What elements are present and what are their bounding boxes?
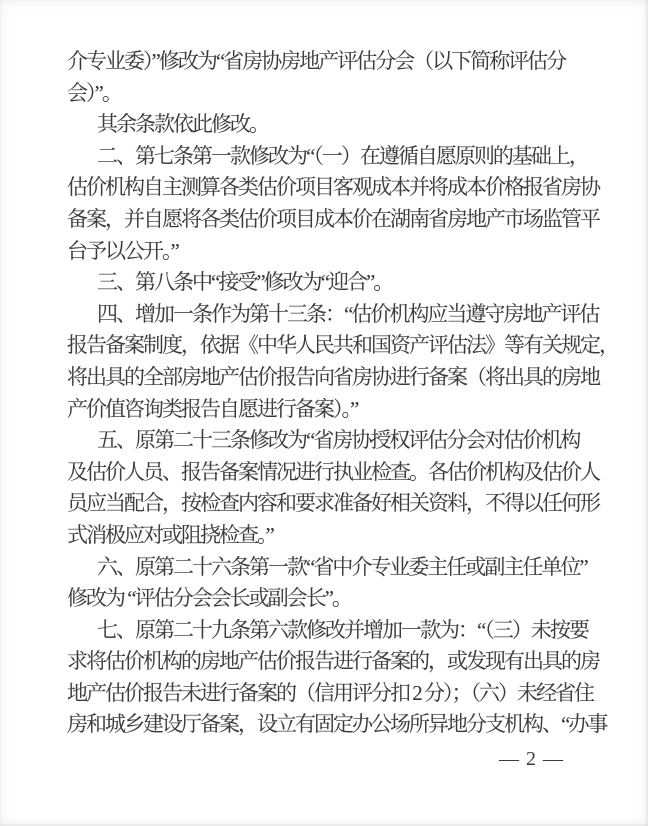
doc-line: 求将估价机构的房地产估价报告进行备案的，或发现有出具的房	[67, 649, 599, 674]
doc-line: 员应当配合，按检查内容和要求准备好相关资料，不得以任何形	[67, 491, 599, 516]
doc-line: 及估价人员、报告备案情况进行执业检查。各估价机构及估价人	[67, 459, 599, 484]
doc-line: 会）”。	[67, 80, 121, 105]
doc-line: 台予以公开。”	[67, 238, 178, 263]
doc-line: 四、增加一条作为第十三条：“估价机构应当遵守房地产评估	[97, 301, 599, 326]
doc-line: 五、原第二十三条修改为“省房协授权评估分会对估价机构	[97, 428, 580, 453]
document-text-block	[67, 46, 618, 741]
doc-line: 六、原第二十六条第一款“省中介专业委主任或副主任单位”	[97, 554, 587, 579]
doc-line: 修改为 “评估分会会长或副会长”。	[67, 586, 351, 611]
doc-line: 估价机构自主测算各类估价项目客观成本并将成本价格报省房协	[67, 175, 599, 200]
doc-line: 地产估价报告未进行备案的（信用评分扣 2 分）；（六）未经省住	[67, 680, 593, 705]
doc-line: 介专业委）”修改为“省房协房地产评估分会（以下简称评估分	[67, 49, 566, 73]
doc-line: 式消极应对或阻挠检查。”	[67, 522, 273, 547]
doc-line: 七、原第二十九条第六款修改并增加一款为：“（三）未按要	[97, 617, 588, 642]
doc-line: 将出具的全部房地产估价报告向省房协进行备案（将出具的房地	[67, 364, 599, 389]
doc-line: 报告备案制度，依据《中华人民共和国资产评估法》等有关规定，	[67, 333, 618, 358]
doc-line: 房和城乡建设厅备案，设立有固定办公场所异地分支机构、“办事	[67, 712, 607, 737]
page-number: — 2 —	[499, 748, 564, 770]
doc-line: 三、第八条中“接受”修改为“迎合”。	[97, 270, 393, 295]
doc-line: 备案，并自愿将各类估价项目成本价在湖南省房地产市场监管平	[67, 206, 599, 231]
doc-line: 其余条款依此修改。	[97, 112, 268, 137]
doc-line: 二、第七条第一款修改为“（一）在遵循自愿原则的基础上，	[97, 143, 588, 168]
doc-line: 产价值咨询类报告自愿进行备案）。”	[67, 396, 358, 421]
